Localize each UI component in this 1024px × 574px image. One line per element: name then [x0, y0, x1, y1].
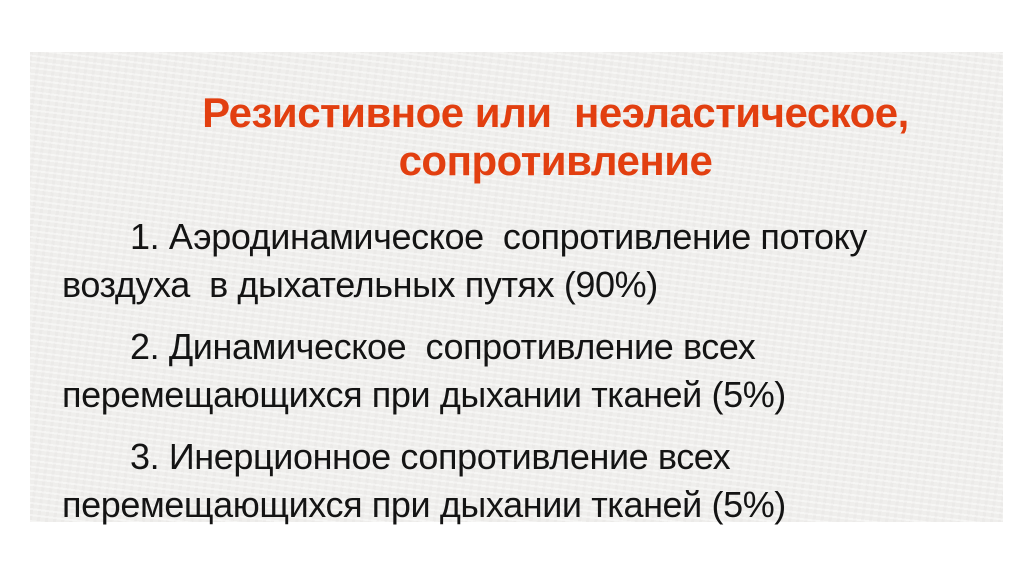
paragraph-2	[62, 323, 987, 419]
paragraph-2-line-1: 2. Динамическое сопротивление всех	[130, 326, 756, 368]
paragraph-3	[62, 433, 987, 529]
slide-area	[30, 52, 1003, 526]
paragraph-1-line-1: 1. Аэродинамическое сопротивление потоку	[130, 216, 867, 258]
slide-body	[30, 213, 1003, 529]
title-line-1: Резистивное или неэластическое,	[202, 89, 909, 137]
title-line-2: сопротивление	[398, 137, 713, 185]
slide-title	[30, 80, 1003, 185]
paragraph-1	[62, 213, 987, 309]
paragraph-3-line-1: 3. Инерционное сопротивление всех	[130, 436, 731, 478]
paragraph-2-line-2: перемещающихся при дыхании тканей (5%)	[62, 374, 786, 416]
paragraph-3-line-2: перемещающихся при дыхании тканей (5%)	[62, 484, 786, 526]
paragraph-1-line-2: воздуха в дыхательных путях (90%)	[62, 264, 658, 306]
